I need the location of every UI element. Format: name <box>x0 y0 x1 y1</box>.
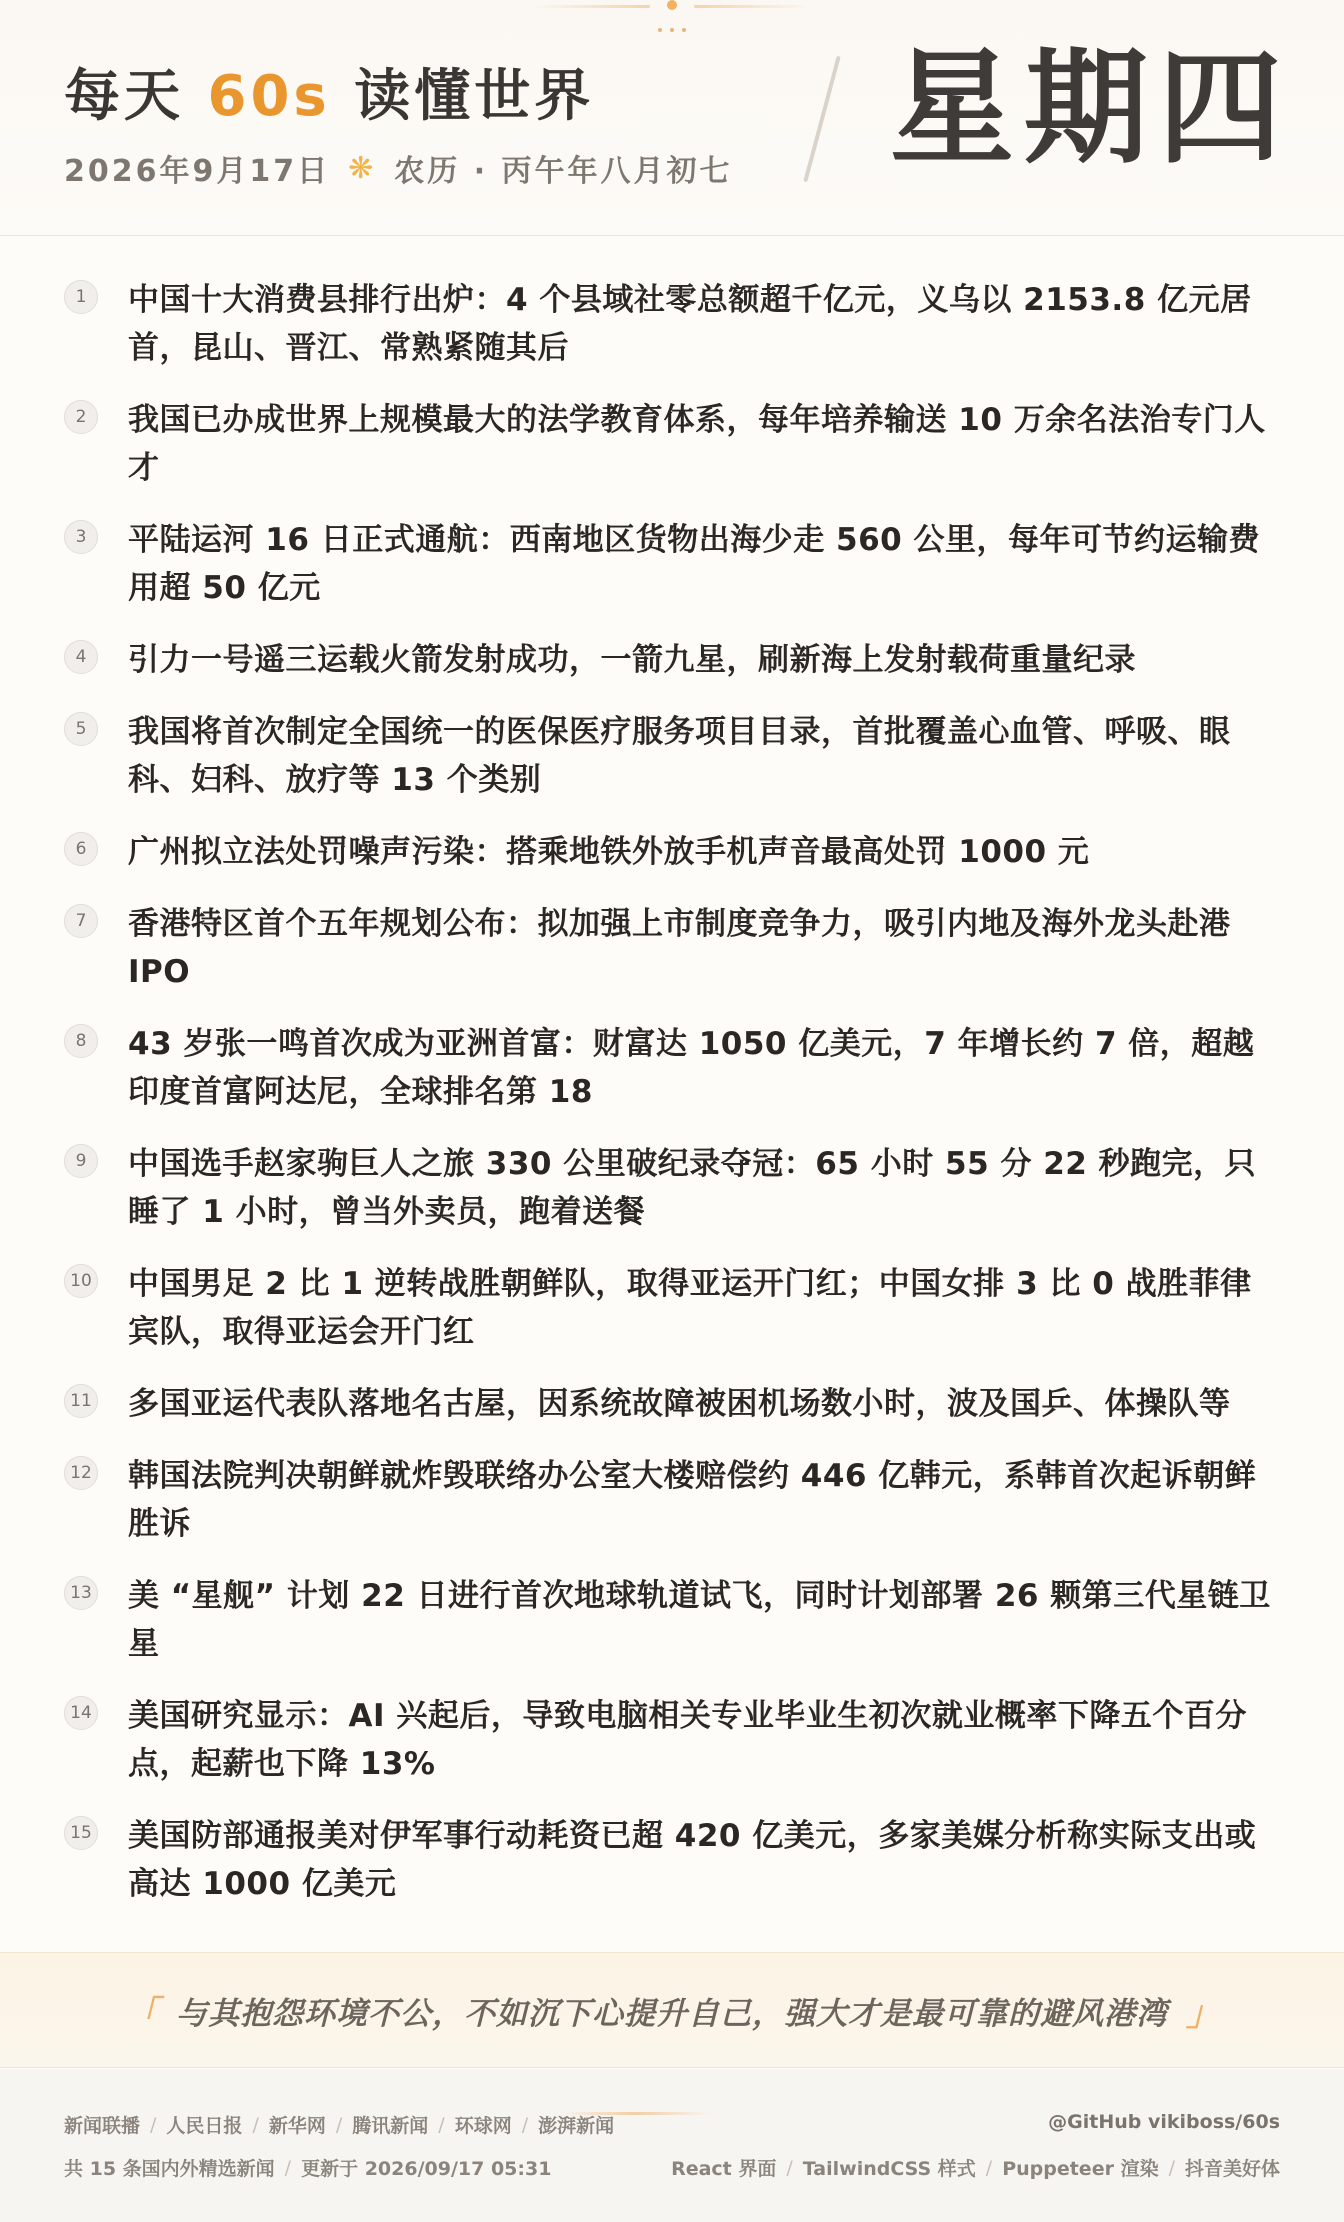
sun-icon: ❋ <box>348 150 377 186</box>
separator: / <box>335 2113 343 2136</box>
news-number-badge: 4 <box>64 640 98 674</box>
ornament-dot-small <box>670 28 674 32</box>
tech-credits <box>671 2154 1280 2181</box>
news-number-badge: 8 <box>64 1024 98 1058</box>
news-number-badge: 10 <box>64 1264 98 1298</box>
news-item[interactable] <box>64 1020 1284 1116</box>
news-text: 美 “星舰” 计划 22 日进行首次地球轨道试飞，同时计划部署 26 颗第三代星链卫星 <box>128 1578 1271 1662</box>
news-item[interactable] <box>64 1572 1284 1668</box>
tech-credit: React 界面 <box>671 2158 777 2180</box>
separator: / <box>252 2113 259 2136</box>
news-item[interactable] <box>64 1812 1284 1908</box>
ornament-dot-small <box>682 28 686 32</box>
separator: / <box>1168 2156 1175 2179</box>
separator: / <box>985 2156 993 2179</box>
news-text: 中国男足 2 比 1 逆转战胜朝鲜队，取得亚运开门红；中国女排 3 比 0 战胜菲律宾队，取得亚运会开门红 <box>128 1266 1252 1350</box>
daily-quote: 与其抱怨环境不公，不如沉下心提升自己，强大才是最可靠的避风港湾 <box>176 1995 1168 2032</box>
news-text: 中国十大消费县排行出炉：4 个县域社零总额超千亿元，义乌以 2153.8 亿元居首，昆山、晋江、常熟紧随其后 <box>128 282 1252 366</box>
news-number-badge: 3 <box>64 520 98 554</box>
news-number-badge: 12 <box>64 1456 98 1490</box>
news-text: 多国亚运代表队落地名古屋，因系统故障被困机场数小时，波及国乒、体操队等 <box>128 1386 1231 1422</box>
separator: / <box>438 2113 445 2136</box>
separator: / <box>150 2113 157 2136</box>
separator: / <box>284 2156 292 2179</box>
weekday: 星期四 <box>890 37 1293 181</box>
news-item[interactable] <box>64 900 1284 996</box>
date-line <box>64 146 733 190</box>
quote-band <box>0 1952 1344 2068</box>
date-text: 2026年9月17日 <box>64 154 331 189</box>
news-text: 香港特区首个五年规划公布：拟加强上市制度竞争力，吸引内地及海外龙头赴港 IPO <box>128 906 1231 990</box>
footer-meta <box>64 2154 551 2181</box>
news-item[interactable] <box>64 1260 1284 1356</box>
news-source: 腾讯新闻 <box>352 2115 429 2137</box>
news-item[interactable] <box>64 396 1284 492</box>
news-item[interactable] <box>64 828 1284 876</box>
top-ornament <box>0 0 1344 30</box>
news-item[interactable] <box>64 636 1284 684</box>
quote-open-mark: 「 <box>124 1993 158 2034</box>
github-link[interactable]: @GitHub vikiboss/60s <box>1048 2111 1280 2133</box>
ornament-line <box>694 5 814 8</box>
separator: / <box>786 2156 793 2179</box>
news-text: 中国选手赵家驹巨人之旅 330 公里破纪录夺冠：65 小时 55 分 22 秒跑完，只睡了 1 小时，曾当外卖员，跑着送餐 <box>128 1146 1257 1230</box>
lunar-date: 农历 · 丙午年八月初七 <box>394 154 733 189</box>
ornament-line <box>530 5 650 8</box>
tech-credit: Puppeteer 渲染 <box>1002 2158 1159 2180</box>
ornament-dot <box>667 0 677 10</box>
news-source: 新华网 <box>268 2115 326 2137</box>
page-title <box>64 52 594 132</box>
news-text: 美国研究显示：AI 兴起后，导致电脑相关专业毕业生初次就业概率下降五个百分点，起薪也下降 13% <box>128 1698 1247 1782</box>
footer <box>0 2069 1344 2222</box>
news-text: 韩国法院判决朝鲜就炸毁联络办公室大楼赔偿约 446 亿韩元，系韩首次起诉朝鲜胜诉 <box>128 1458 1257 1542</box>
news-number-badge: 11 <box>64 1384 98 1418</box>
news-item[interactable] <box>64 276 1284 372</box>
divider-slash <box>803 56 841 183</box>
news-count: 共 15 条国内外精选新闻 <box>64 2158 275 2180</box>
news-item[interactable] <box>64 708 1284 804</box>
news-number-badge: 13 <box>64 1576 98 1610</box>
news-sources <box>64 2111 614 2138</box>
news-item[interactable] <box>64 1452 1284 1548</box>
news-source: 人民日报 <box>166 2115 243 2137</box>
update-time: 更新于 2026/09/17 05:31 <box>301 2158 552 2180</box>
quote-close-mark: 」 <box>1186 1993 1220 2034</box>
title-prefix: 每天 <box>64 64 208 129</box>
news-text: 我国已办成世界上规模最大的法学教育体系，每年培养输送 10 万余名法治专门人才 <box>128 402 1266 486</box>
news-number-badge: 15 <box>64 1816 98 1850</box>
news-item[interactable] <box>64 1140 1284 1236</box>
tech-credit: TailwindCSS 样式 <box>802 2158 976 2180</box>
separator: / <box>521 2113 529 2136</box>
news-number-badge: 7 <box>64 904 98 938</box>
news-item[interactable] <box>64 1380 1284 1428</box>
header <box>0 0 1344 236</box>
news-source: 新闻联播 <box>64 2115 141 2137</box>
ornament-dot-small <box>658 28 662 32</box>
tech-credit: 抖音美好体 <box>1184 2158 1280 2180</box>
news-item[interactable] <box>64 516 1284 612</box>
news-number-badge: 5 <box>64 712 98 746</box>
title-suffix: 读懂世界 <box>330 64 595 129</box>
news-number-badge: 9 <box>64 1144 98 1178</box>
news-text: 平陆运河 16 日正式通航：西南地区货物出海少走 560 公里，每年可节约运输费用超 50 亿元 <box>128 522 1261 606</box>
news-text: 美国防部通报美对伊军事行动耗资已超 420 亿美元，多家美媒分析称实际支出或高达 1000 亿美元 <box>128 1818 1257 1902</box>
title-accent: 60s <box>207 64 331 129</box>
news-item[interactable] <box>64 1692 1284 1788</box>
news-source: 环球网 <box>454 2115 512 2137</box>
news-number-badge: 1 <box>64 280 98 314</box>
news-text: 引力一号遥三运载火箭发射成功，一箭九星，刷新海上发射载荷重量纪录 <box>128 642 1136 678</box>
news-number-badge: 6 <box>64 832 98 866</box>
news-source: 澎湃新闻 <box>538 2115 615 2137</box>
news-number-badge: 2 <box>64 400 98 434</box>
news-number-badge: 14 <box>64 1696 98 1730</box>
news-text: 广州拟立法处罚噪声污染：搭乘地铁外放手机声音最高处罚 1000 元 <box>128 834 1090 870</box>
news-text: 43 岁张一鸣首次成为亚洲首富：财富达 1050 亿美元，7 年增长约 7 倍，超越印度首富阿达尼，全球排名第 18 <box>128 1026 1255 1110</box>
news-text: 我国将首次制定全国统一的医保医疗服务项目目录，首批覆盖心血管、呼吸、眼科、妇科、放疗等 13 个类别 <box>128 714 1231 798</box>
